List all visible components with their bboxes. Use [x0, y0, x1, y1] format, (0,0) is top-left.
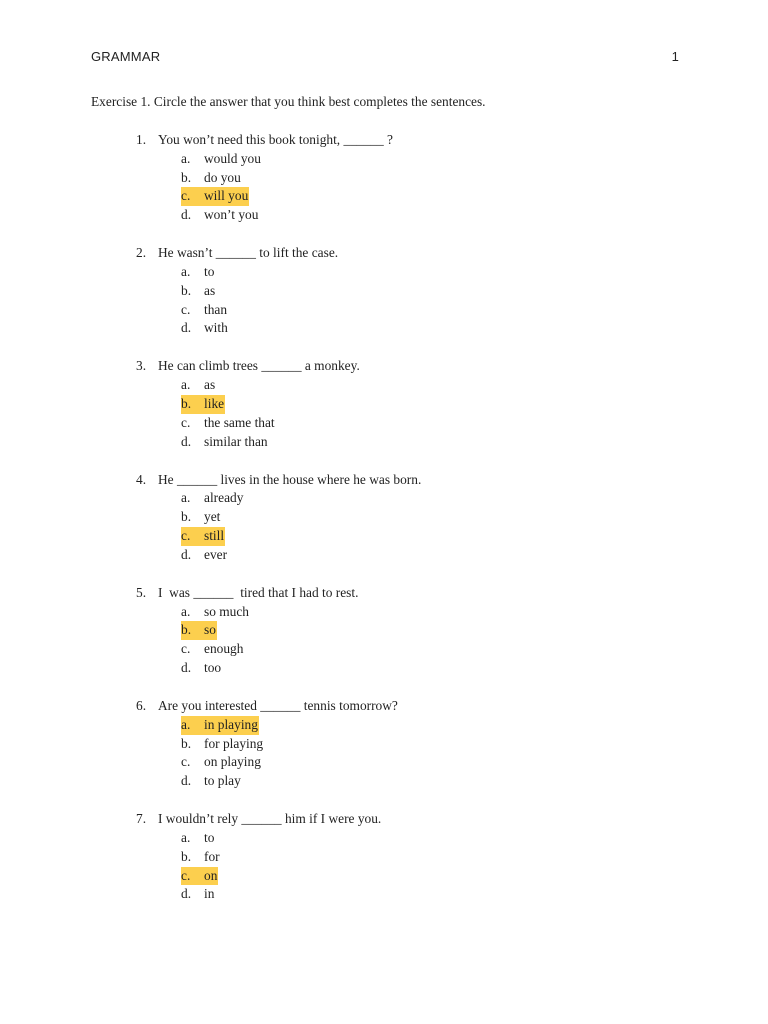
option-content [181, 603, 250, 622]
question-item [0, 584, 768, 697]
option-letter: b. [181, 622, 192, 638]
answer-option[interactable] [181, 319, 229, 338]
option-content [181, 508, 221, 527]
option-text: so much [204, 603, 250, 619]
option-letter: a. [181, 716, 191, 732]
answer-options [181, 376, 276, 451]
option-letter: b. [181, 509, 192, 525]
answer-option[interactable] [181, 433, 276, 452]
option-content [181, 546, 228, 565]
option-text: so [204, 622, 216, 638]
option-text: as [204, 282, 216, 298]
answer-option[interactable] [181, 169, 262, 188]
option-text: on playing [204, 754, 261, 770]
question-number: 3. [136, 358, 147, 374]
option-text: to [204, 829, 215, 845]
option-letter: c. [181, 867, 191, 883]
option-text: as [204, 377, 216, 393]
answer-option[interactable] [181, 829, 221, 848]
option-content [181, 301, 228, 320]
option-text: similar than [204, 433, 268, 449]
answer-option[interactable] [181, 753, 264, 772]
question-item [0, 810, 768, 923]
option-content [181, 885, 215, 904]
question-line [136, 471, 421, 490]
option-content [181, 187, 249, 206]
option-text: in [204, 886, 215, 902]
question-line [136, 810, 381, 829]
answer-option-highlighted[interactable] [181, 527, 244, 546]
question-line [136, 697, 398, 716]
option-text: already [204, 490, 244, 506]
option-content [181, 829, 215, 848]
answer-options [181, 829, 221, 904]
question-item [0, 131, 768, 244]
answer-option-highlighted[interactable] [181, 621, 250, 640]
option-letter: a. [181, 603, 191, 619]
answer-options [181, 603, 250, 678]
answer-option[interactable] [181, 150, 262, 169]
option-content [181, 716, 259, 735]
answer-option-highlighted[interactable] [181, 716, 264, 735]
question-number: 4. [136, 471, 147, 487]
option-letter: a. [181, 263, 191, 279]
option-content [181, 735, 264, 754]
question-text: Are you interested ______ tennis tomorrow? [158, 697, 398, 713]
answer-option[interactable] [181, 282, 229, 301]
question-text: I wouldn’t rely ______ him if I were you. [158, 811, 382, 827]
option-content [181, 395, 225, 414]
option-text: for playing [204, 735, 264, 751]
question-number: 5. [136, 584, 147, 600]
option-content [181, 527, 225, 546]
answer-option[interactable] [181, 263, 229, 282]
question-text: He ______ lives in the house where he was born. [158, 471, 422, 487]
answer-option[interactable] [181, 772, 264, 791]
option-content [181, 150, 262, 169]
option-content [181, 433, 269, 452]
option-content [181, 867, 218, 886]
question-line [136, 244, 338, 263]
option-text: like [204, 395, 225, 411]
option-text: still [204, 527, 225, 543]
option-text: the same that [204, 414, 275, 430]
option-text: for [204, 848, 220, 864]
answer-option[interactable] [181, 376, 276, 395]
answer-option[interactable] [181, 414, 276, 433]
option-letter: a. [181, 490, 191, 506]
header-title: GRAMMAR [91, 49, 161, 64]
option-letter: d. [181, 207, 192, 223]
option-letter: a. [181, 829, 191, 845]
question-line [136, 131, 393, 150]
answer-option[interactable] [181, 603, 250, 622]
question-number: 6. [136, 697, 147, 713]
option-letter: d. [181, 320, 192, 336]
option-letter: c. [181, 414, 191, 430]
option-letter: c. [181, 527, 191, 543]
option-text: to [204, 263, 215, 279]
option-text: on [204, 867, 218, 883]
question-item [0, 357, 768, 470]
question-number: 2. [136, 245, 147, 261]
answer-option-highlighted[interactable] [181, 187, 262, 206]
option-letter: d. [181, 659, 192, 675]
option-letter: c. [181, 301, 191, 317]
option-text: to play [204, 773, 241, 789]
question-line [136, 584, 358, 603]
question-item [0, 471, 768, 584]
option-text: yet [204, 509, 221, 525]
answer-option[interactable] [181, 301, 229, 320]
option-letter: a. [181, 150, 191, 166]
answer-option-highlighted[interactable] [181, 867, 221, 886]
option-text: than [204, 301, 228, 317]
option-text: won’t you [204, 207, 259, 223]
answer-option[interactable] [181, 206, 262, 225]
option-text: enough [204, 641, 244, 657]
answer-option[interactable] [181, 848, 221, 867]
answer-options [181, 716, 264, 791]
option-content [181, 376, 216, 395]
question-text: I was ______ tired that I had to rest. [158, 584, 359, 600]
option-content [181, 282, 216, 301]
answer-option[interactable] [181, 659, 250, 678]
page-header [91, 49, 679, 67]
answer-option[interactable] [181, 489, 244, 508]
question-text: He can climb trees ______ a monkey. [158, 358, 360, 374]
option-text: in playing [204, 716, 258, 732]
option-content [181, 621, 217, 640]
question-item [0, 697, 768, 810]
question-number: 7. [136, 811, 147, 827]
option-content [181, 489, 244, 508]
question-line [136, 357, 360, 376]
option-letter: d. [181, 773, 192, 789]
option-content [181, 772, 242, 791]
option-content [181, 848, 221, 867]
question-number: 1. [136, 132, 147, 147]
answer-options [181, 150, 262, 225]
option-content [181, 169, 242, 188]
option-letter: c. [181, 754, 191, 770]
answer-option[interactable] [181, 735, 264, 754]
question-item [0, 244, 768, 357]
option-letter: d. [181, 886, 192, 902]
option-letter: b. [181, 169, 192, 185]
option-letter: b. [181, 735, 192, 751]
question-text: He wasn’t ______ to lift the case. [158, 245, 339, 261]
answer-options [181, 263, 229, 338]
option-content [181, 319, 229, 338]
option-text: ever [204, 546, 228, 562]
option-content [181, 414, 276, 433]
option-text: do you [204, 169, 241, 185]
option-letter: b. [181, 395, 192, 411]
exercise-instruction: Exercise 1. Circle the answer that you think best completes the sentences. [91, 94, 486, 109]
option-letter: c. [181, 641, 191, 657]
answer-option[interactable] [181, 546, 244, 565]
option-content [181, 640, 244, 659]
answer-option[interactable] [181, 885, 221, 904]
option-content [181, 263, 215, 282]
option-text: will you [204, 188, 249, 204]
answer-option[interactable] [181, 640, 250, 659]
option-letter: a. [181, 377, 191, 393]
answer-option[interactable] [181, 508, 244, 527]
option-text: too [204, 659, 222, 675]
option-letter: d. [181, 433, 192, 449]
option-content [181, 753, 262, 772]
option-letter: b. [181, 848, 192, 864]
page-number: 1 [671, 49, 679, 64]
option-letter: b. [181, 282, 192, 298]
option-text: with [204, 320, 228, 336]
option-text: would you [204, 150, 261, 166]
option-letter: c. [181, 188, 191, 204]
question-list [0, 131, 768, 923]
option-letter: d. [181, 546, 192, 562]
question-text: You won’t need this book tonight, ______ ? [158, 132, 393, 147]
answer-options [181, 489, 244, 564]
option-content [181, 659, 222, 678]
option-content [181, 206, 259, 225]
answer-option-highlighted[interactable] [181, 395, 276, 414]
